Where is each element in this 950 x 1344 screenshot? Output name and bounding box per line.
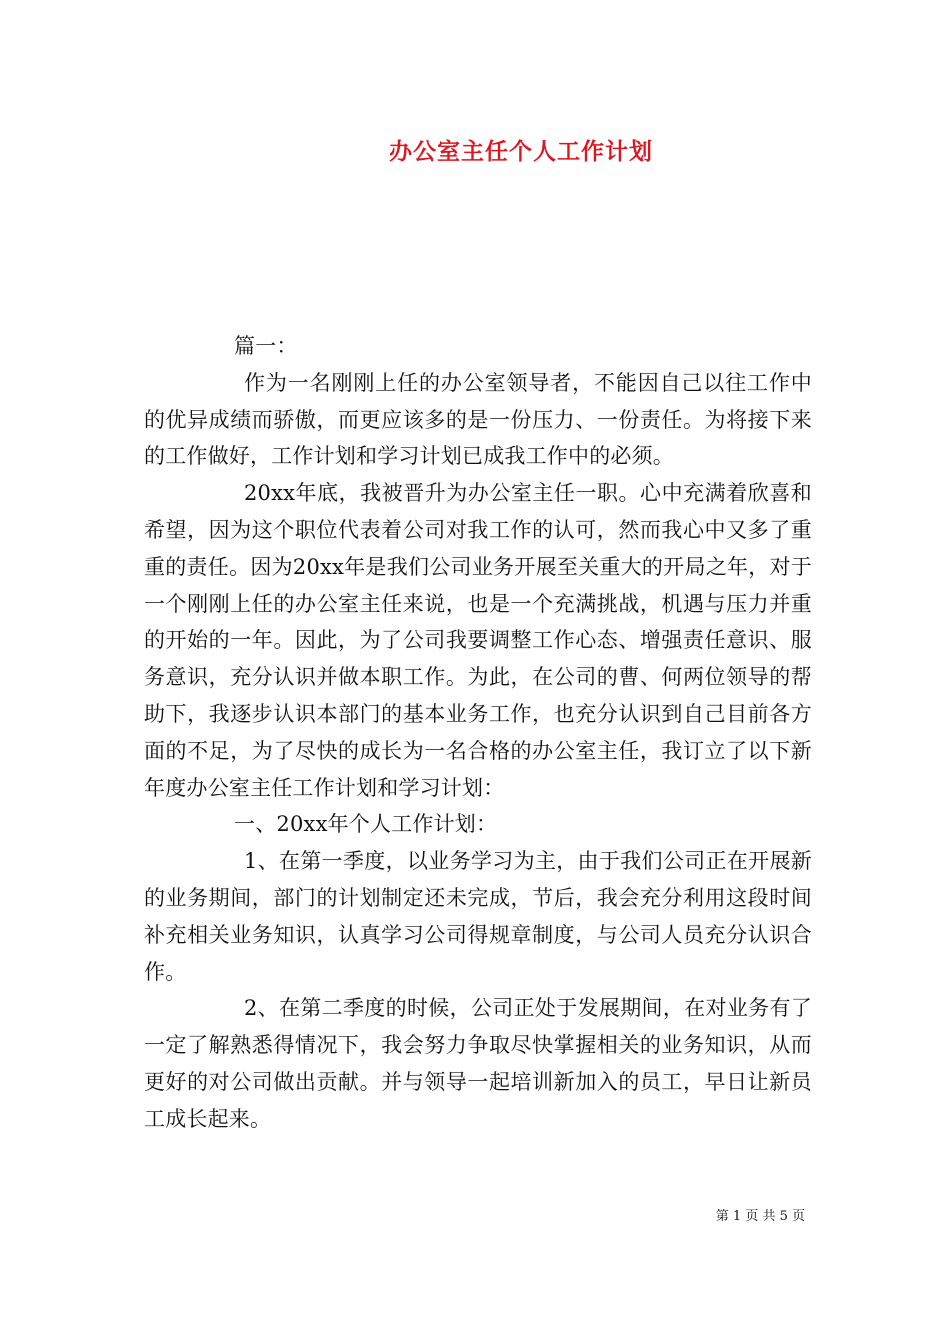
paragraph-intro: 作为一名刚刚上任的办公室领导者，不能因自己以往工作中的优异成绩而骄傲，而更应该多的是一份压力、一份责任。为将接下来的工作做好，工作计划和学习计划已成我工作中的必须。 [144, 370, 812, 469]
list-item-q1: 1、在第一季度，以业务学习为主，由于我们公司正在开展新的业务期间，部门的计划制定还未完成，节后，我会充分利用这段时间补充相关业务知识，认真学习公司得规章制度，与公司人员充分认识合作。 [144, 849, 812, 984]
list-item-q2: 2、在第二季度的时候，公司正处于发展期间，在对业务有了一定了解熟悉得情况下，我会努力争取尽快掌握相关的业务知识，从而更好的对公司做出贡献。并与领导一起培训新加入的员工，早日让新员工成长起来。 [144, 996, 812, 1131]
document-body [144, 328, 812, 1138]
section-label: 篇一： [234, 334, 298, 358]
document-title: 办公室主任个人工作计划 [389, 138, 653, 165]
subheading-work-plan: 一、20xx年个人工作计划： [234, 812, 498, 837]
paragraph-promotion: 20xx年底，我被晋升为办公室主任一职。心中充满着欣喜和希望，因为这个职位代表着公司对我工作的认可，然而我心中又多了重重的责任。因为20xx年是我们公司业务开展至关重大的开局之年，对于一个刚刚上任的办公室主任来说，也是一个充满挑战，机遇与压力并重的开始的一年。因此，为了公司我要调整工作心态、增强责任意识、服务意识，充分认识并做本职工作。为此，在公司的曹、何两位领导的帮助下，我逐步认识本部门的基本业务工作，也充分认识到自己目前各方面的不足，为了尽快的成长为一名合格的办公室主任，我订立了以下新年度办公室主任工作计划和学习计划： [144, 481, 812, 800]
page-indicator: 第 1 页 共 5 页 [715, 1209, 805, 1224]
